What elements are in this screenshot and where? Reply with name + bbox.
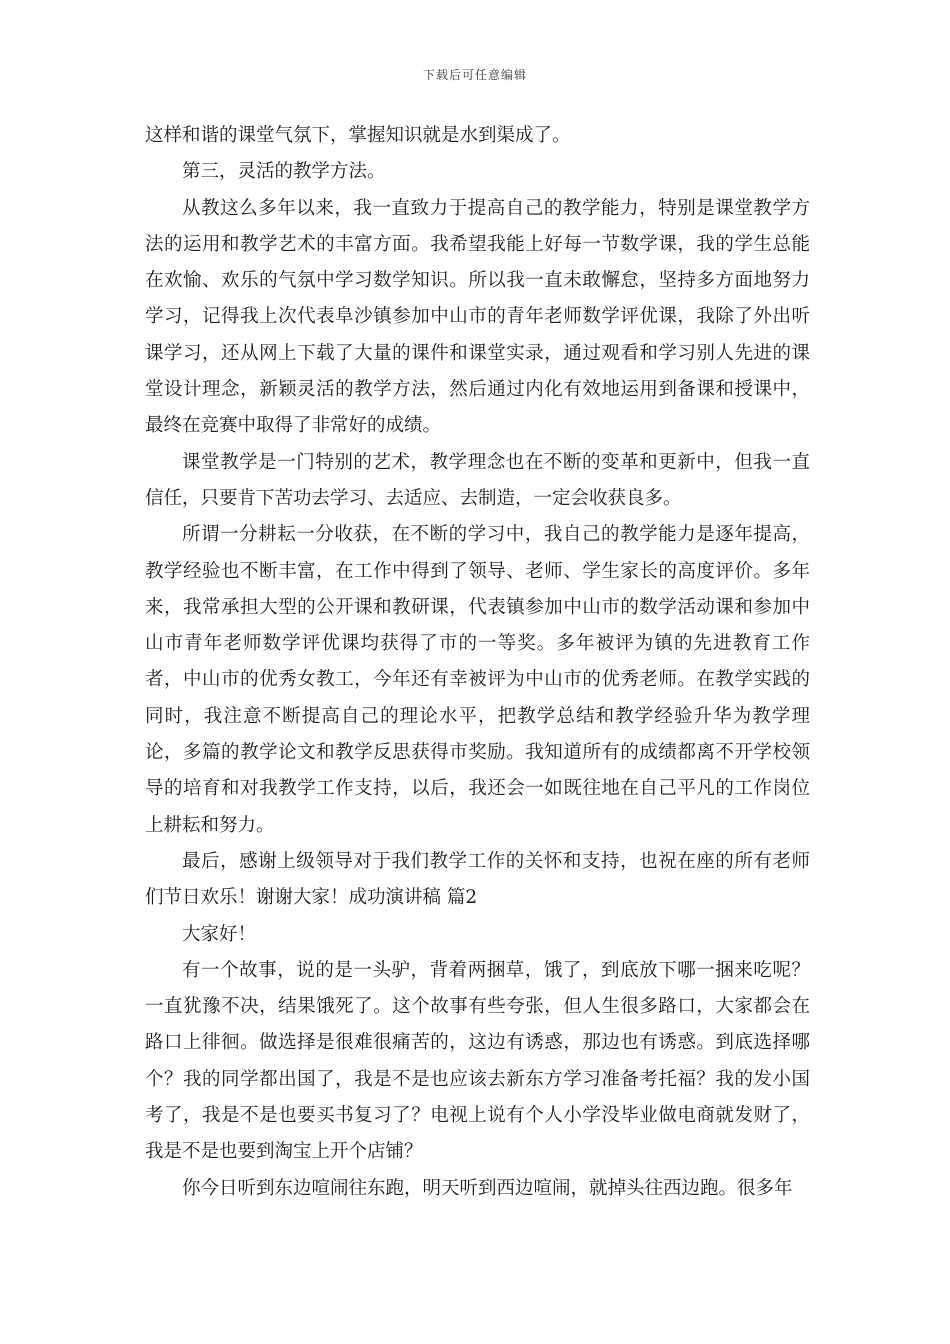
paragraph-truncated: 你今日听到东边喧闹往东跑，明天听到西边喧闹，就掉头往西边跑。很多年 (182, 1177, 793, 1199)
paragraph: 最后，感谢上级领导对于我们教学工作的关怀和支持，也祝在座的所有老师们节日欢乐！谢谢大家！成功演讲稿 篇2 (145, 850, 810, 909)
document-body (145, 118, 810, 1207)
paragraph: 有一个故事，说的是一头驴，背着两捆草，饿了，到底放下哪一捆来吃呢？一直犹豫不决，结果饿死了。这个故事有些夸张，但人生很多路口，大家都会在路口上徘徊。做选择是很难很痛苦的，这边有诱惑，那边也有诱惑。到底选择哪个？我的同学都出国了，我是不是也应该去新东方学习准备考托福？我的发小国考了，我是不是也要买书复习了？电视上说有个人小学没毕业做电商就发财了，我是不是也要到淘宝上开个店铺？ (145, 959, 810, 1163)
paragraph: 从教这么多年以来，我一直致力于提高自己的教学能力，特别是课堂教学方法的运用和教学艺术的丰富方面。我希望我能上好每一节数学课，我的学生总能在欢愉、欢乐的气氛中学习数学知识。所以我一直未敢懈怠，坚持多方面地努力学习，记得我上次代表阜沙镇参加中山市的青年老师数学评优课，我除了外出听课学习，还从网上下载了大量的课件和课堂实录，通过观看和学习别人先进的课堂设计理念，新颖灵活的教学方法，然后通过内化有效地运用到备课和授课中，最终在竞赛中取得了非常好的成绩。 (145, 197, 810, 437)
paragraph: 所谓一分耕耘一分收获，在不断的学习中，我自己的教学能力是逐年提高，教学经验也不断丰富，在工作中得到了领导、老师、学生家长的高度评价。多年来，我常承担大型的公开课和教研课，代表镇参加中山市的数学活动课和参加中山市青年老师数学评优课均获得了市的一等奖。多年被评为镇的先进教育工作者，中山市的优秀女教工，今年还有幸被评为中山市的优秀老师。在教学实践的同时，我注意不断提高自己的理论水平，把教学总结和教学经验升华为教学理论，多篇的教学论文和教学反思获得市奖励。我知道所有的成绩都离不开学校领导的培育和对我教学工作支持，以后，我还会一如既往地在自己平凡的工作岗位上耕耘和努力。 (145, 524, 810, 836)
paragraph-greeting: 大家好！ (182, 923, 257, 945)
paragraph: 课堂教学是一门特别的艺术，教学理念也在不断的变革和更新中，但我一直信任，只要肯下苦功去学习、去适应、去制造，一定会收获良多。 (145, 451, 810, 509)
paragraph-section-heading: 第三，灵活的教学方法。 (182, 161, 386, 183)
page-header-note: 下载后可任意编辑 (422, 68, 527, 82)
paragraph-continuation: 这样和谐的课堂气氛下，掌握知识就是水到渠成了。 (145, 125, 571, 146)
